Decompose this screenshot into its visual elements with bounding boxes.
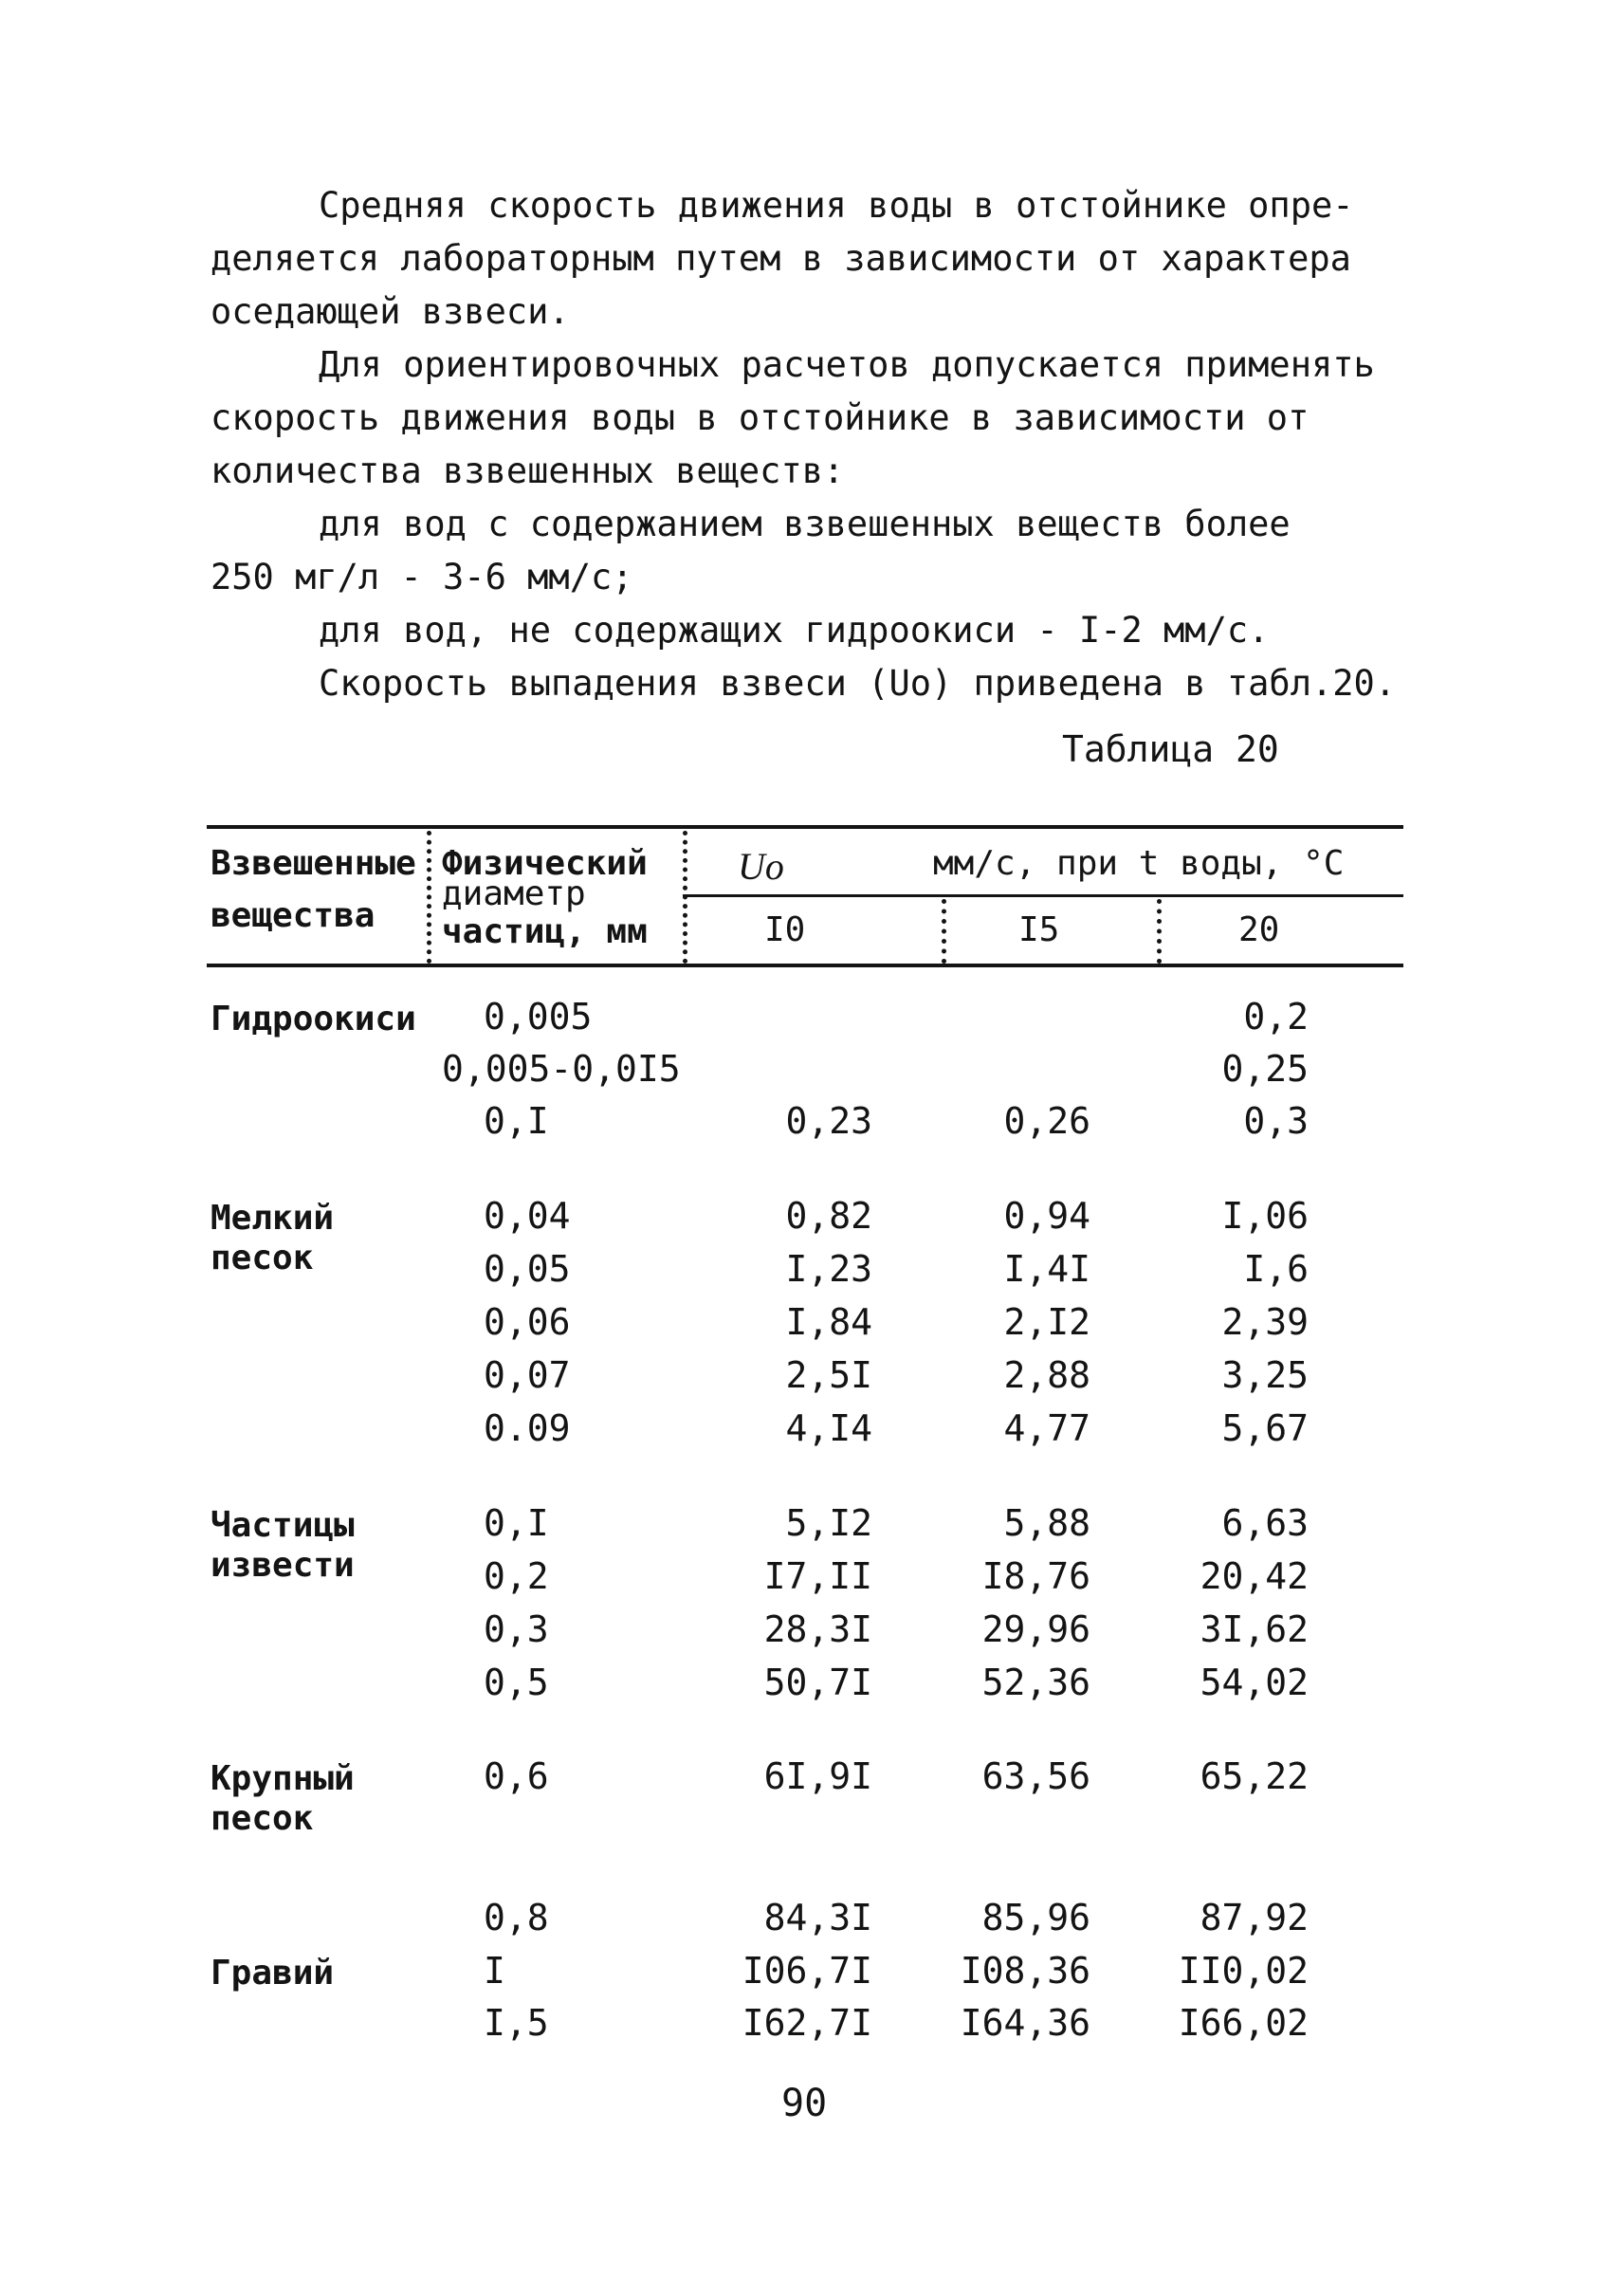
- diameter-cell: I: [484, 1950, 505, 1992]
- velocity-cell: 50,7I: [763, 1662, 872, 1703]
- velocity-cell: 6,63: [1221, 1502, 1309, 1544]
- velocity-cell: 29,96: [981, 1608, 1090, 1650]
- velocity-cell: 0,94: [1003, 1195, 1090, 1237]
- header-temp-15: I5: [1018, 910, 1060, 949]
- diameter-cell: 0,I: [484, 1100, 549, 1142]
- velocity-cell: I7,II: [763, 1555, 872, 1597]
- header-velocity-symbol: Uo: [738, 845, 784, 888]
- header-velocity-unit: мм/с, при t воды, °С: [933, 844, 1345, 883]
- velocity-cell: 2,88: [1003, 1354, 1090, 1396]
- column-divider: [683, 831, 687, 964]
- velocity-cell: 5,88: [1003, 1502, 1090, 1544]
- diameter-cell: 0,005-0,0I5: [442, 1048, 681, 1090]
- velocity-cell: 85,96: [981, 1897, 1090, 1938]
- diameter-cell: 0,04: [484, 1195, 571, 1237]
- paragraph-line: для вод с содержанием взвешенных веществ более: [319, 504, 1291, 544]
- diameter-cell: 0,I: [484, 1502, 549, 1544]
- paragraph-line: Для ориентировочных расчетов допускается применять: [319, 344, 1375, 385]
- paragraph-line: деляется лабораторным путем в зависимости от характера: [211, 238, 1351, 279]
- velocity-cell: I06,7I: [742, 1950, 872, 1992]
- diameter-cell: 0,05: [484, 1248, 571, 1290]
- velocity-cell: 28,3I: [763, 1608, 872, 1650]
- velocity-cell: 0,3: [1243, 1100, 1309, 1142]
- diameter-cell: 0,2: [484, 1555, 549, 1597]
- velocity-cell: 54,02: [1200, 1662, 1309, 1703]
- velocity-cell: I64,36: [960, 2002, 1090, 2044]
- paragraph-line: количества взвешенных веществ:: [211, 450, 845, 491]
- header-col1-line2: вещества: [211, 896, 376, 935]
- velocity-cell: 5,67: [1221, 1407, 1309, 1449]
- diameter-cell: 0,005: [484, 996, 593, 1038]
- column-divider: [942, 899, 946, 964]
- paragraph-line: Скорость выпадения взвеси (Uo) приведена в табл.20.: [319, 663, 1397, 704]
- group-name: Гравий: [211, 1954, 335, 1993]
- group-name: Крупный песок: [211, 1759, 355, 1838]
- diameter-cell: I,5: [484, 2002, 549, 2044]
- velocity-cell: 0,26: [1003, 1100, 1090, 1142]
- velocity-cell: 4,I4: [785, 1407, 872, 1449]
- velocity-cell: I,6: [1243, 1248, 1309, 1290]
- velocity-cell: 65,22: [1200, 1755, 1309, 1797]
- velocity-cell: I66,02: [1178, 2002, 1309, 2044]
- velocity-cell: 52,36: [981, 1662, 1090, 1703]
- diameter-cell: 0,6: [484, 1755, 549, 1797]
- column-divider: [1157, 899, 1162, 964]
- velocity-cell: II0,02: [1178, 1950, 1309, 1992]
- velocity-cell: 87,92: [1200, 1897, 1309, 1938]
- diameter-cell: 0,3: [484, 1608, 549, 1650]
- diameter-cell: 0,8: [484, 1897, 549, 1938]
- velocity-cell: 3I,62: [1200, 1608, 1309, 1650]
- diameter-cell: 0,06: [484, 1301, 571, 1343]
- table-mid-rule: [683, 894, 1403, 897]
- diameter-cell: 0.09: [484, 1407, 571, 1449]
- paragraph-line: оседающей взвеси.: [211, 291, 570, 332]
- velocity-cell: 4,77: [1003, 1407, 1090, 1449]
- paragraph-line: 250 мг/л - 3-6 мм/с;: [211, 557, 633, 597]
- velocity-cell: 0,2: [1243, 996, 1309, 1038]
- diameter-cell: 0,07: [484, 1354, 571, 1396]
- velocity-cell: I08,36: [960, 1950, 1090, 1992]
- velocity-cell: 20,42: [1200, 1555, 1309, 1597]
- velocity-cell: I,4I: [1003, 1248, 1090, 1290]
- velocity-cell: I62,7I: [742, 2002, 872, 2044]
- velocity-cell: I,06: [1221, 1195, 1309, 1237]
- velocity-cell: 5,I2: [785, 1502, 872, 1544]
- velocity-cell: 6I,9I: [763, 1755, 872, 1797]
- velocity-cell: 63,56: [981, 1755, 1090, 1797]
- header-col1-line1: Взвешенные: [211, 844, 416, 883]
- table-header-bottom-rule: [207, 964, 1403, 967]
- velocity-cell: I8,76: [981, 1555, 1090, 1597]
- table-caption: Таблица 20: [1062, 728, 1279, 770]
- table-top-rule: [207, 825, 1403, 829]
- page-number: 90: [781, 2082, 828, 2125]
- velocity-cell: 2,39: [1221, 1301, 1309, 1343]
- velocity-cell: 84,3I: [763, 1897, 872, 1938]
- group-name: Мелкий песок: [211, 1199, 335, 1277]
- group-name: Частицы извести: [211, 1506, 355, 1585]
- velocity-cell: 0,82: [785, 1195, 872, 1237]
- velocity-cell: 2,5I: [785, 1354, 872, 1396]
- velocity-cell: 2,I2: [1003, 1301, 1090, 1343]
- paragraph-line: для вод, не содержащих гидроокиси - I-2 мм/с.: [319, 610, 1270, 651]
- velocity-cell: 3,25: [1221, 1354, 1309, 1396]
- diameter-cell: 0,5: [484, 1662, 549, 1703]
- paragraph-line: скорость движения воды в отстойнике в зависимости от: [211, 397, 1310, 438]
- header-temp-20: 20: [1238, 910, 1280, 949]
- velocity-cell: I,23: [785, 1248, 872, 1290]
- header-temp-10: I0: [764, 910, 806, 949]
- group-name: Гидроокиси: [211, 1000, 416, 1038]
- column-divider: [427, 831, 431, 964]
- header-col2-line2: диаметр: [442, 874, 586, 913]
- velocity-cell: I,84: [785, 1301, 872, 1343]
- header-col2-line3: частиц, мм: [442, 912, 648, 951]
- header-col2-line1: Физический: [442, 844, 648, 883]
- velocity-cell: 0,25: [1221, 1048, 1309, 1090]
- velocity-cell: 0,23: [785, 1100, 872, 1142]
- paragraph-line: Средняя скорость движения воды в отстойнике опре-: [319, 185, 1354, 226]
